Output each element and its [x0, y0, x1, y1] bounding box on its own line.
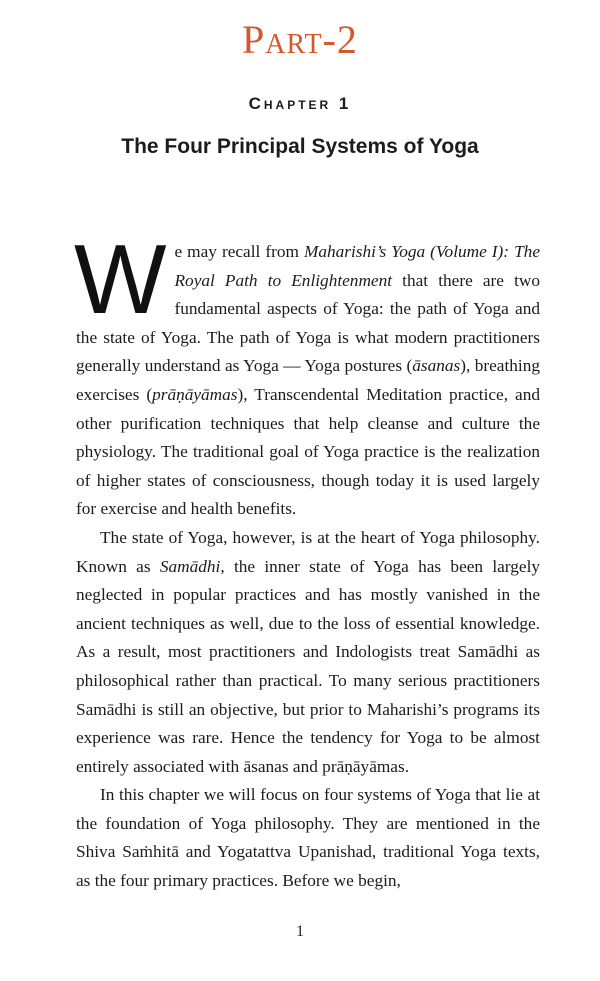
paragraph-1: [74, 224, 541, 524]
body-text: [74, 224, 541, 896]
paragraph-3: In this chapter we will focus on four systems of Yoga that lie at the foundation of Yoga philosophy. They are mentioned in the Shiva Saṁhitā and Yogatattva Upanishad, traditional Yoga texts, as the four primary practices. Before we begin,: [76, 785, 540, 891]
book-title: Maharishi’s Yoga (Volume I): The Royal Path to Enlightenment: [174, 242, 540, 290]
term-samadhi: Samādhi: [159, 556, 221, 576]
paragraph-1-text-d: ), Transcendental Meditation practice, and other purification techniques that help cleanse and culture the physiology. The traditional goal of Yoga practice is the realization of higher states of consciousness, though today it is used largely for exercise and health benefits.: [76, 384, 540, 519]
paragraph-2-text-b: , the inner state of Yoga has been largely neglected in popular practices and has mostly vanished in the ancient techniques as well, due to the loss of essential knowledge. As a result, most practitioners and Indologists treat Samādhi as philosophical rather than practical. To many serious practitioners Samādhi is still an objective, but prior to Maharishi’s programs its experience was rare. Hence the tendency for Yoga to be almost entirely associated with āsanas and prāṇāyāmas.: [76, 556, 541, 776]
paragraph-1-text-a: e may recall from: [174, 242, 304, 261]
chapter-title: The Four Principal Systems of Yoga: [121, 135, 479, 158]
chapter-label: Chapter 1: [248, 94, 352, 113]
page-number: 1: [296, 923, 304, 940]
paragraph-2-text-a: The state of Yoga, however, is at the heart of Yoga philosophy. Known as: [76, 527, 540, 576]
paragraph-1-text-b: that there are two fundamental aspects of Yoga: the path of Yoga and the state of Yoga. The path of Yoga is what modern practitioners generally understand as Yoga — Yoga postures (: [76, 270, 541, 376]
term-pranayamas: prāṇāyāmas: [152, 384, 238, 404]
term-asanas: āsanas: [412, 356, 461, 376]
part-title: Part-2: [242, 17, 358, 62]
paragraph-2: [76, 524, 540, 781]
drop-cap: W: [74, 224, 167, 334]
paragraph-1-text-c: ), breathing exercises (: [76, 356, 540, 404]
